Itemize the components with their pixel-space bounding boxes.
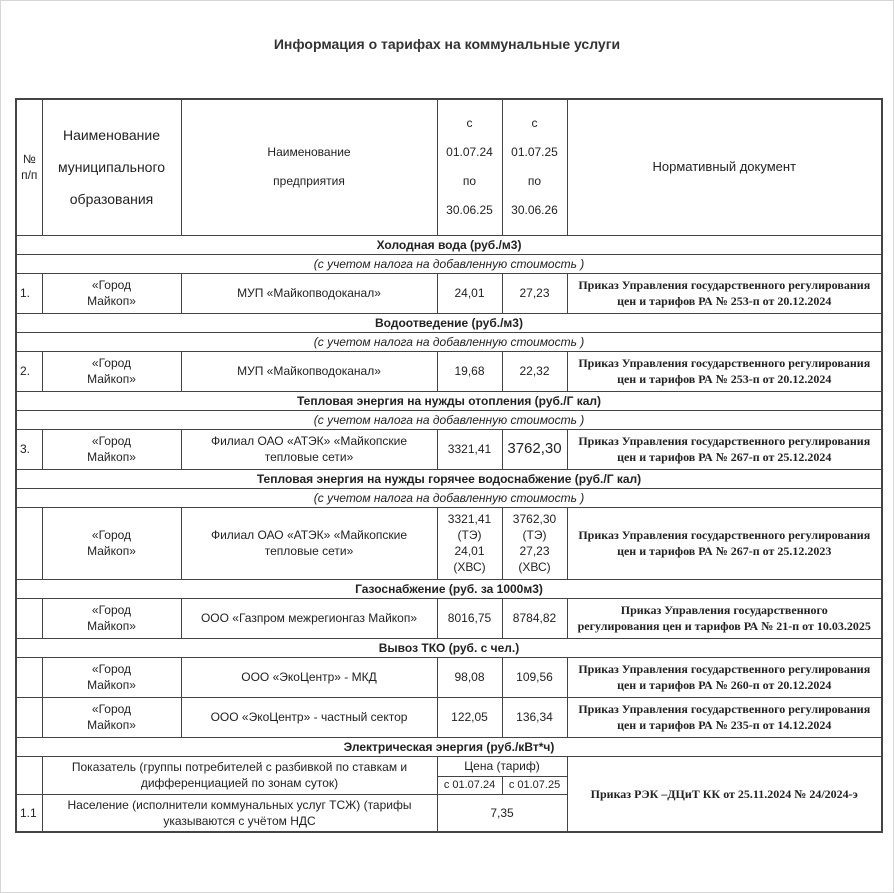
header-document: Нормативный документ bbox=[567, 99, 882, 235]
page-title: Информация о тарифах на коммунальные услуги bbox=[273, 36, 621, 52]
row-num bbox=[16, 697, 42, 737]
section-row bbox=[16, 313, 882, 332]
header-period-2: с 01.07.25 по 30.06.26 bbox=[502, 99, 567, 235]
section-row bbox=[16, 638, 882, 657]
section-sewage: Водоотведение (руб./м3) bbox=[16, 313, 882, 332]
vat-note: (с учетом налога на добавленную стоимость ) bbox=[16, 254, 882, 273]
tariff-value-2: 136,34 bbox=[502, 697, 567, 737]
note-row bbox=[16, 332, 882, 351]
note-row bbox=[16, 488, 882, 507]
table-row bbox=[16, 429, 882, 469]
enterprise-cell: ООО «ЭкоЦентр» - частный сектор bbox=[181, 697, 437, 737]
row-num: 1.1 bbox=[16, 794, 42, 832]
enterprise-cell: МУП «Майкопводоканал» bbox=[181, 273, 437, 313]
tariff-value-1: 3321,41 bbox=[437, 429, 502, 469]
vat-note: (с учетом налога на добавленную стоимость ) bbox=[16, 410, 882, 429]
section-cold-water: Холодная вода (руб./м3) bbox=[16, 235, 882, 254]
table-row bbox=[16, 507, 882, 579]
enterprise-cell: ООО «Газпром межрегионгаз Майкоп» bbox=[181, 598, 437, 638]
population-label: Население (исполнители коммунальных услуг ТСЖ) (тарифы указываются с учётом НДС bbox=[42, 794, 437, 832]
municipality-cell: «Город Майкоп» bbox=[42, 697, 181, 737]
tariff-value-2: 3762,30 bbox=[502, 429, 567, 469]
tariff-value-1: 122,05 bbox=[437, 697, 502, 737]
document-cell: Приказ Управления государственного регулирования цен и тарифов РА № 253-п от 20.12.2024 bbox=[567, 273, 882, 313]
tariff-value-1: 24,01 bbox=[437, 273, 502, 313]
tariff-value-2: 22,32 bbox=[502, 351, 567, 391]
price-date-1: с 01.07.24 bbox=[437, 776, 502, 794]
section-row bbox=[16, 469, 882, 488]
header-num: № п/п bbox=[16, 99, 42, 235]
municipality-cell: «Город Майкоп» bbox=[42, 598, 181, 638]
note-row bbox=[16, 410, 882, 429]
document-cell: Приказ Управления государственного регулирования цен и тарифов РА № 267-п от 25.12.2024 bbox=[567, 429, 882, 469]
tariff-value-2: 8784,82 bbox=[502, 598, 567, 638]
document-cell: Приказ Управления государственного регулирования цен и тарифов РА № 253-п от 20.12.2024 bbox=[567, 351, 882, 391]
tariff-value-2: 27,23 bbox=[502, 273, 567, 313]
tariff-value-1: 3321,41 (ТЭ) 24,01 (ХВС) bbox=[437, 507, 502, 579]
municipality-cell: «Город Майкоп» bbox=[42, 351, 181, 391]
enterprise-cell: Филиал ОАО «АТЭК» «Майкопские тепловые сети» bbox=[181, 507, 437, 579]
section-gas: Газоснабжение (руб. за 1000м3) bbox=[16, 579, 882, 598]
section-row bbox=[16, 235, 882, 254]
table-row bbox=[16, 657, 882, 697]
row-num: 1. bbox=[16, 273, 42, 313]
row-num bbox=[16, 657, 42, 697]
municipality-cell: «Город Майкоп» bbox=[42, 507, 181, 579]
row-num bbox=[16, 598, 42, 638]
row-num bbox=[16, 507, 42, 579]
enterprise-cell: Филиал ОАО «АТЭК» «Майкопские тепловые сети» bbox=[181, 429, 437, 469]
enterprise-cell: ООО «ЭкоЦентр» - МКД bbox=[181, 657, 437, 697]
section-hot-water: Тепловая энергия на нужды горячее водоснабжение (руб./Г кал) bbox=[16, 469, 882, 488]
tariff-value-2: 109,56 bbox=[502, 657, 567, 697]
municipality-cell: «Город Майкоп» bbox=[42, 657, 181, 697]
municipality-cell: «Город Майкоп» bbox=[42, 429, 181, 469]
table-row bbox=[16, 598, 882, 638]
header-enterprise: Наименование предприятия bbox=[181, 99, 437, 235]
document-cell: Приказ РЭК –ДЦиТ КК от 25.11.2024 № 24/2024-э bbox=[567, 756, 882, 832]
document-cell: Приказ Управления государственного регулирования цен и тарифов РА № 260-п от 20.12.2024 bbox=[567, 657, 882, 697]
price-date-2: с 01.07.25 bbox=[502, 776, 567, 794]
table-row bbox=[16, 273, 882, 313]
row-num: 2. bbox=[16, 351, 42, 391]
section-row bbox=[16, 579, 882, 598]
section-row bbox=[16, 391, 882, 410]
header-period-1: с 01.07.24 по 30.06.25 bbox=[437, 99, 502, 235]
tariff-value-1: 19,68 bbox=[437, 351, 502, 391]
header-municipality: Наименование муниципального образования bbox=[42, 99, 181, 235]
tariffs-table bbox=[15, 98, 883, 833]
section-electricity: Электрическая энергия (руб./кВт*ч) bbox=[16, 737, 882, 756]
section-heating: Тепловая энергия на нужды отопления (руб./Г кал) bbox=[16, 391, 882, 410]
price-header: Цена (тариф) bbox=[437, 756, 567, 776]
section-row bbox=[16, 737, 882, 756]
tariff-value-1: 8016,75 bbox=[437, 598, 502, 638]
municipality-cell: «Город Майкоп» bbox=[42, 273, 181, 313]
document-cell: Приказ Управления государственного регулирования цен и тарифов РА № 267-п от 25.12.2023 bbox=[567, 507, 882, 579]
tariff-value-1: 98,08 bbox=[437, 657, 502, 697]
vat-note: (с учетом налога на добавленную стоимость ) bbox=[16, 332, 882, 351]
row-num: 3. bbox=[16, 429, 42, 469]
document-cell: Приказ Управления государственного регулирования цен и тарифов РА № 235-п от 14.12.2024 bbox=[567, 697, 882, 737]
row-num bbox=[16, 756, 42, 794]
tariff-value-2: 3762,30 (ТЭ) 27,23 (ХВС) bbox=[502, 507, 567, 579]
table-row bbox=[16, 351, 882, 391]
indicator-header: Показатель (группы потребителей с разбивкой по ставкам и дифференциацией по зонам суток) bbox=[42, 756, 437, 794]
table-header-row bbox=[16, 99, 882, 235]
table-row bbox=[16, 697, 882, 737]
section-tko: Вывоз ТКО (руб. с чел.) bbox=[16, 638, 882, 657]
table-row bbox=[16, 756, 882, 776]
electricity-price: 7,35 bbox=[437, 794, 567, 832]
note-row bbox=[16, 254, 882, 273]
document-cell: Приказ Управления государственного регулирования цен и тарифов РА № 21-п от 10.03.2025 bbox=[567, 598, 882, 638]
vat-note: (с учетом налога на добавленную стоимость ) bbox=[16, 488, 882, 507]
enterprise-cell: МУП «Майкопводоканал» bbox=[181, 351, 437, 391]
